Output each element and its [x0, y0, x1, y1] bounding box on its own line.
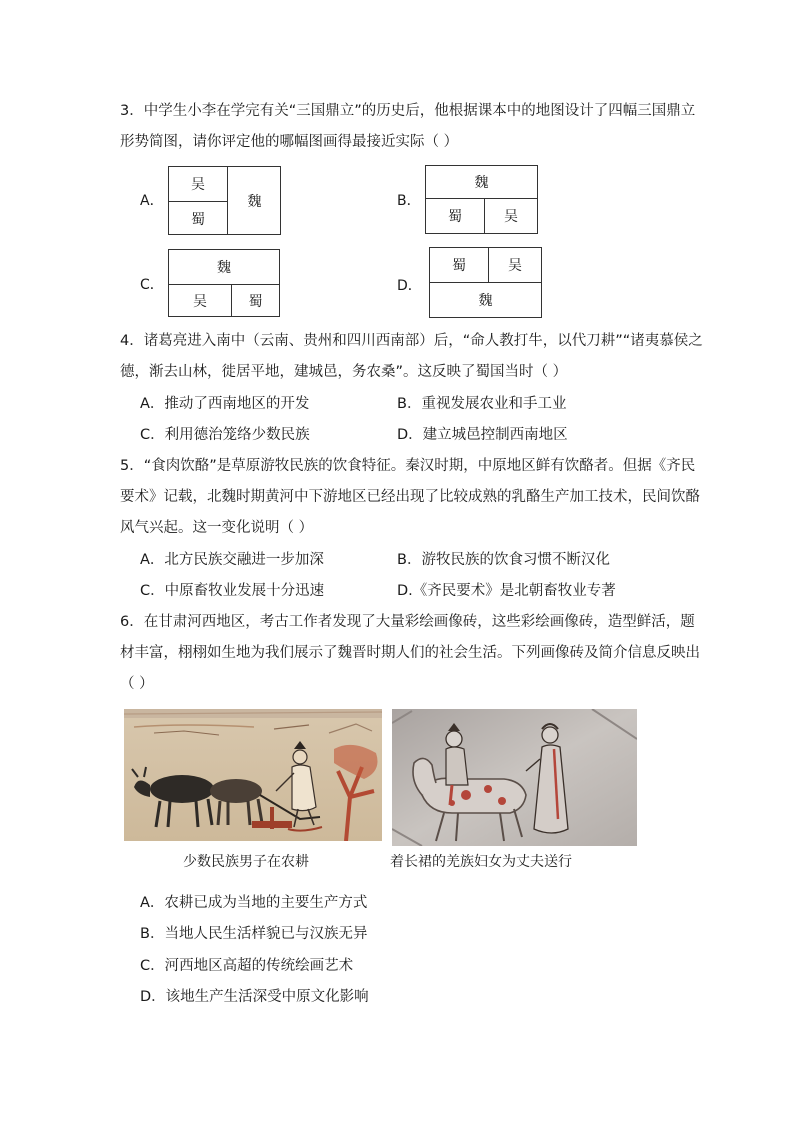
q3-option-a-label: A． — [140, 193, 164, 209]
q3-d-bottom-cell: 魏 — [478, 293, 493, 309]
q6-option-a[interactable]: A．农耕已成为当地的主要生产方式 — [140, 895, 368, 911]
q3-a-top-left-cell: 吴 — [191, 177, 205, 193]
q5-option-d[interactable]: D.《齐民要术》是北朝畜牧业专著 — [397, 583, 616, 599]
q3-a-bottom-left-cell: 蜀 — [191, 211, 205, 228]
q3-d-top-right-cell: 吴 — [508, 258, 522, 274]
q3-option-b-diagram — [425, 165, 538, 234]
q3-option-d-label: D． — [397, 278, 422, 294]
caption-farewell: 着长裙的羌族妇女为丈夫送行 — [390, 854, 572, 870]
q6-stem-line2: 材丰富，栩栩如生地为我们展示了魏晋时期人们的社会生活。下列画像砖及简介信息反映出 — [120, 645, 700, 661]
caption-farming: 少数民族男子在农耕 — [183, 854, 309, 870]
q4-stem-line2: 德，渐去山林，徙居平地，建城邑，务农桑”。这反映了蜀国当时（ ） — [120, 364, 568, 380]
q4-option-a[interactable]: A．推动了西南地区的开发 — [140, 396, 310, 412]
q3-stem-line2: 形势简图，请你评定他的哪幅图画得最接近实际（ ） — [120, 134, 459, 150]
q4-option-d[interactable]: D．建立城邑控制西南地区 — [397, 427, 568, 443]
q5-stem-line1: 5．“食肉饮酪”是草原游牧民族的饮食特征。秦汉时期，中原地区鲜有饮酪者。但据《齐民 — [120, 458, 696, 474]
q3-option-b-label: B． — [397, 193, 421, 209]
q4-stem-line1: 4．诸葛亮进入南中（云南、贵州和四川西南部）后，“命人教打牛，以代刀耕”“诸夷慕侯之 — [120, 333, 703, 349]
q6-stem-line3: （ ） — [120, 676, 154, 692]
q5-option-a[interactable]: A．北方民族交融进一步加深 — [140, 552, 324, 568]
q3-c-bottom-right-cell: 蜀 — [248, 293, 263, 310]
q3-c-top-cell: 魏 — [217, 260, 231, 276]
q4-option-b[interactable]: B．重视发展农业和手工业 — [397, 396, 567, 412]
q3-d-top-left-cell: 蜀 — [452, 258, 466, 274]
q6-option-b[interactable]: B．当地人民生活样貌已与汉族无异 — [140, 926, 368, 942]
q3-option-d-diagram — [429, 247, 542, 318]
q3-b-bottom-right-cell: 吴 — [504, 209, 518, 225]
q3-a-right-cell: 魏 — [247, 193, 262, 210]
q3-b-bottom-left-cell: 蜀 — [448, 209, 462, 225]
q6-option-c[interactable]: C．河西地区高超的传统绘画艺术 — [140, 958, 354, 974]
q3-option-c-diagram — [168, 249, 280, 317]
q6-option-d[interactable]: D．该地生产生活深受中原文化影响 — [140, 989, 369, 1005]
q6-stem-line1: 6．在甘肃河西地区，考古工作者发现了大量彩绘画像砖，这些彩绘画像砖，造型鲜活，题 — [120, 614, 695, 630]
q3-b-top-cell: 魏 — [474, 175, 489, 191]
q5-option-b[interactable]: B．游牧民族的饮食习惯不断汉化 — [397, 552, 610, 568]
q3-option-a-diagram — [168, 166, 281, 235]
q4-option-c[interactable]: C．利用德治笼络少数民族 — [140, 427, 310, 443]
q5-option-c[interactable]: C．中原畜牧业发展十分迅速 — [140, 583, 325, 599]
q3-c-bottom-left-cell: 吴 — [193, 293, 207, 310]
q5-stem-line2: 要术》记载，北魏时期黄河中下游地区已经出现了比较成熟的乳酪生产加工技术，民间饮酪 — [120, 489, 700, 505]
q3-stem-line1: 3．中学生小李在学完有关“三国鼎立”的历史后，他根据课本中的地图设计了四幅三国鼎立 — [120, 103, 696, 119]
brick-painting-farming-image — [124, 709, 382, 841]
brick-painting-farewell-image — [392, 709, 637, 846]
q3-option-c-label: C． — [140, 277, 164, 293]
q5-stem-line3: 风气兴起。这一变化说明（ ） — [120, 520, 314, 536]
